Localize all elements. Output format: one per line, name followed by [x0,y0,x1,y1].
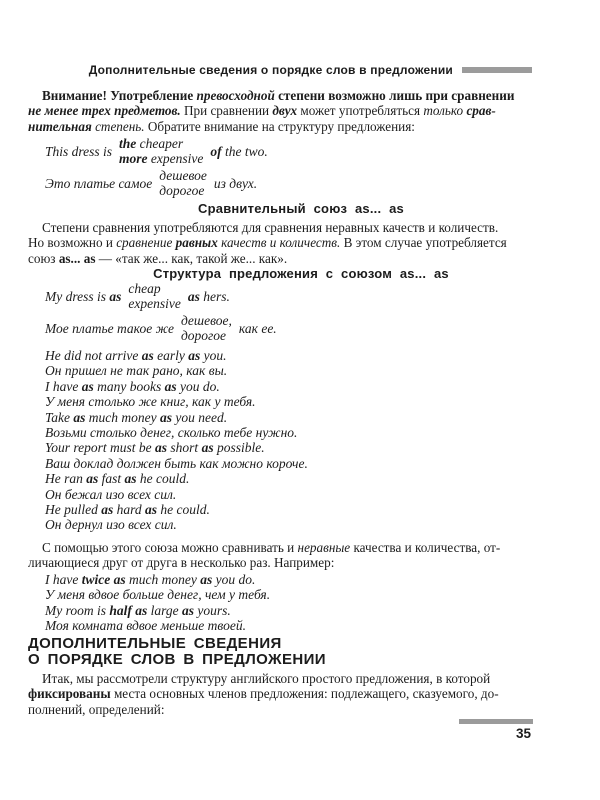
structure-prefix: This dress is [45,143,113,159]
footer-bar [459,719,533,724]
paragraph-line: Степени сравнения употребляются для сравнения неравных качеств и количеств. [42,220,499,235]
running-head-title: Дополнительные сведения о порядке слов в предложении [88,63,453,77]
structure-example-en-2 [28,282,574,311]
example-line: My room is half as large as yours. [45,602,231,618]
paragraph-line: Но возможно и сравнение равных качеств и количеств. В этом случае употребляется [28,235,507,251]
paragraph-line: фиксированы места основных членов предложения: подлежащего, сказуемого, до- [28,686,499,702]
heading-structure-as: Структура предложения с союзом as... as [153,266,449,281]
example-line: Он дернул изо всех сил. [45,517,177,533]
multiple-comparison-paragraph [28,540,574,571]
structure-variant-bottom: дорогое [159,182,205,198]
section-heading-line: О ПОРЯДКЕ СЛОВ В ПРЕДЛОЖЕНИИ [28,651,326,668]
example-line: Он бежал изо всех сил. [45,486,177,502]
example-line: He did not arrive as early as you. [45,348,227,363]
example-line: Моя комната вдвое меньше твоей. [45,618,246,634]
structure-suffix: из двух. [213,175,258,191]
structure-suffix: как ее. [238,320,277,336]
structure-variant-bottom: expensive [128,295,181,311]
paragraph-line: нительная степень. Обратите внимание на структуру предложения: [28,118,415,134]
example-line: У меня столько же книг, как у тебя. [45,394,256,410]
paragraph-line: Внимание! Употребление превосходной степени возможно лишь при сравнении [42,88,515,103]
example-line: Your report must be as short as possible. [45,440,265,456]
paragraph-line: не менее трех предметов. При сравнении двух может употребляться только срав- [28,103,496,119]
structure-example-ru-2 [28,314,574,343]
comparative-paragraph [28,220,574,266]
structure-suffix: of the two. [210,143,268,159]
paragraph-line: союз as... as — «так же... как, такой же... как». [28,250,288,266]
example-line: He ran as fast as he could. [45,471,190,487]
structure-prefix: Мое платье такое же [45,320,174,336]
example-line: У меня вдвое больше денег, чем у тебя. [45,587,271,603]
running-head [28,63,574,77]
page-number: 35 [515,726,531,741]
section-heading-line: ДОПОЛНИТЕЛЬНЫЕ СВЕДЕНИЯ [28,635,282,652]
paragraph-line: С помощью этого союза можно сравнивать и неравные качества и количества, от- [42,540,501,555]
attention-paragraph [28,88,574,134]
paragraph-line: полнений, определений: [28,701,165,717]
structure-example-ru-1 [28,169,574,198]
example-line: Take as much money as you need. [45,409,228,425]
example-line: I have twice as much money as you do. [45,572,256,587]
structure-variants [181,314,232,343]
multiple-examples-list [28,572,574,634]
closing-paragraph [28,671,574,717]
example-line: He pulled as hard as he could. [45,502,210,518]
structure-prefix: My dress is as [45,288,122,304]
paragraph-line: Итак, мы рассмотрели структуру английского простого предложения, в которой [42,671,491,686]
structure-suffix: as hers. [187,288,230,304]
example-line: Возьми столько денег, сколько тебе нужно. [45,425,298,441]
structure-example-en-1 [28,137,574,166]
heading-comparative-conjunction: Сравнительный союз as... as [198,201,404,216]
structure-variant-top: cheap [128,281,161,296]
example-line: Он пришел не так рано, как вы. [45,363,228,379]
structure-variants [128,282,180,311]
example-line: I have as many books as you do. [45,378,220,394]
paragraph-line: личающиеся друг от друга в несколько раз. Например: [28,555,335,571]
structure-variant-bottom: дорогое [180,327,227,343]
structure-prefix: Это платье самое [45,175,153,191]
structure-variant-top: дешевое [159,168,207,183]
section-heading [28,636,574,668]
structure-variants [119,137,203,166]
structure-variant-top: the cheaper [119,136,184,151]
as-examples-list [28,348,574,533]
structure-variants [159,169,207,198]
example-line: Ваш доклад должен быть как можно короче. [45,455,308,471]
structure-variant-bottom: more expensive [119,150,204,166]
structure-variant-top: дешевое, [180,313,232,328]
running-head-bar [462,67,532,73]
